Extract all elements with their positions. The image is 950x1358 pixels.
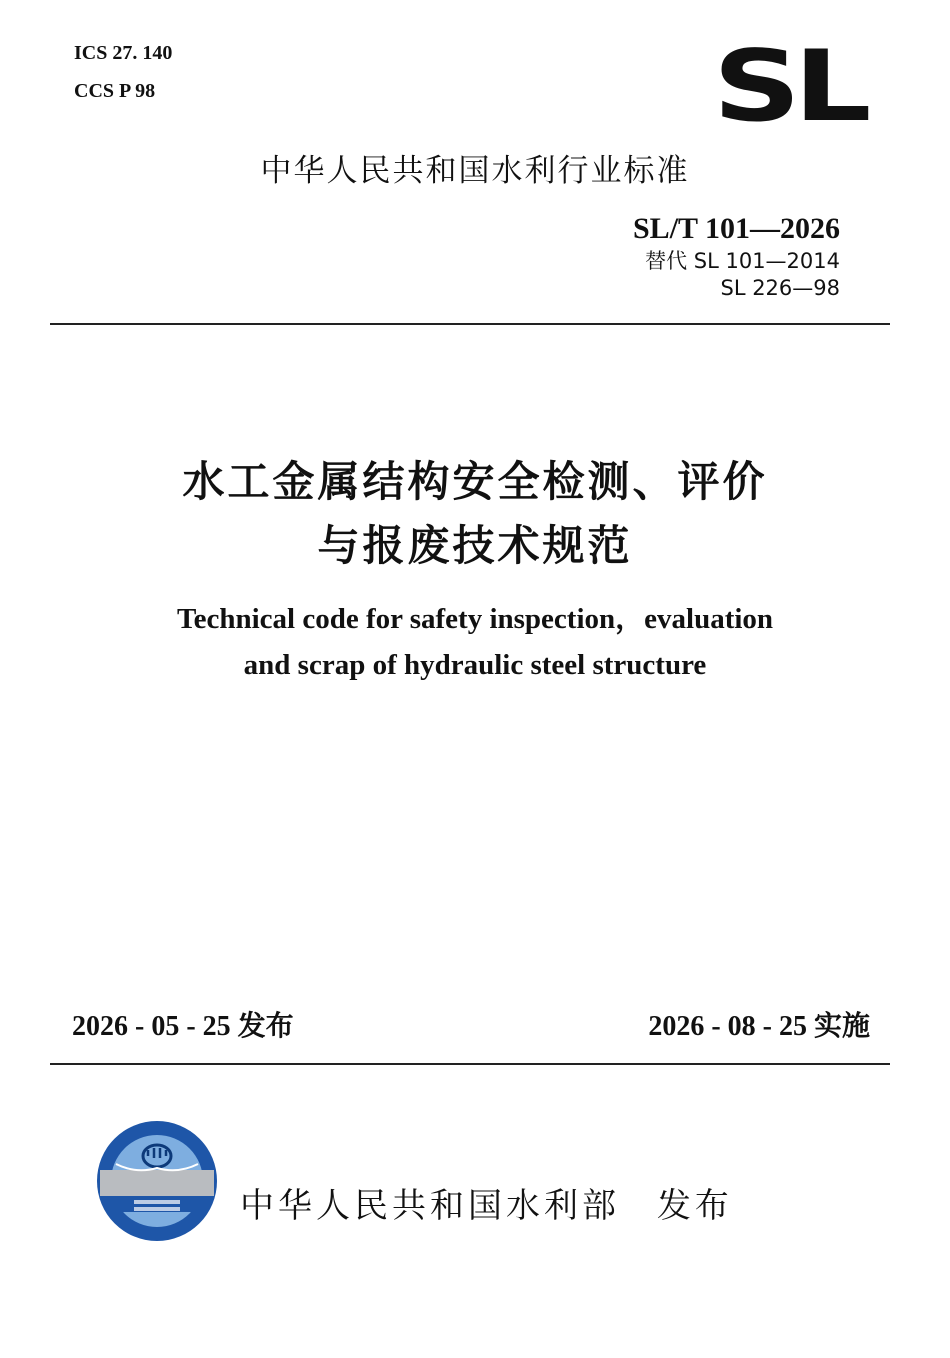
title-chinese [0,450,950,578]
replaces-line-2: SL 226—98 [720,276,840,300]
title-en-line-2: and scrap of hydraulic steel structure [243,649,707,681]
standard-number-block [633,210,840,302]
issuer-action: 发布 [656,1186,733,1226]
issuer-name: 中华人民共和国水利部 [240,1186,620,1226]
implement-label: 实施 [813,1009,870,1042]
ccs-code: CCS P 98 [74,80,156,102]
top-divider [50,323,890,325]
title-english [0,596,950,688]
ics-code: ICS 27. 140 [74,42,173,64]
classification-codes [74,34,172,110]
standard-code: SL/T 101—2026 [633,212,840,245]
implement-date-block [648,1004,870,1044]
industry-standard-heading: 中华人民共和国水利行业标准 [260,153,690,189]
implement-date: 2026 - 08 - 25 [648,1011,807,1042]
title-cn-line-2: 与报废技术规范 [317,521,633,570]
anti-counterfeit-seal-icon [96,1120,218,1242]
issuer-line [240,1178,733,1227]
replaces-line-1: 替代 SL 101—2014 [645,249,840,273]
publish-date-block [72,1004,294,1044]
publish-label: 发布 [237,1009,294,1042]
sl-logo: SL [712,30,864,144]
title-cn-line-1: 水工金属结构安全检测、评价 [182,457,768,506]
bottom-divider [50,1063,890,1065]
publish-date: 2026 - 05 - 25 [72,1011,231,1042]
title-en-line-1: Technical code for safety inspection，evaluation [176,603,774,635]
